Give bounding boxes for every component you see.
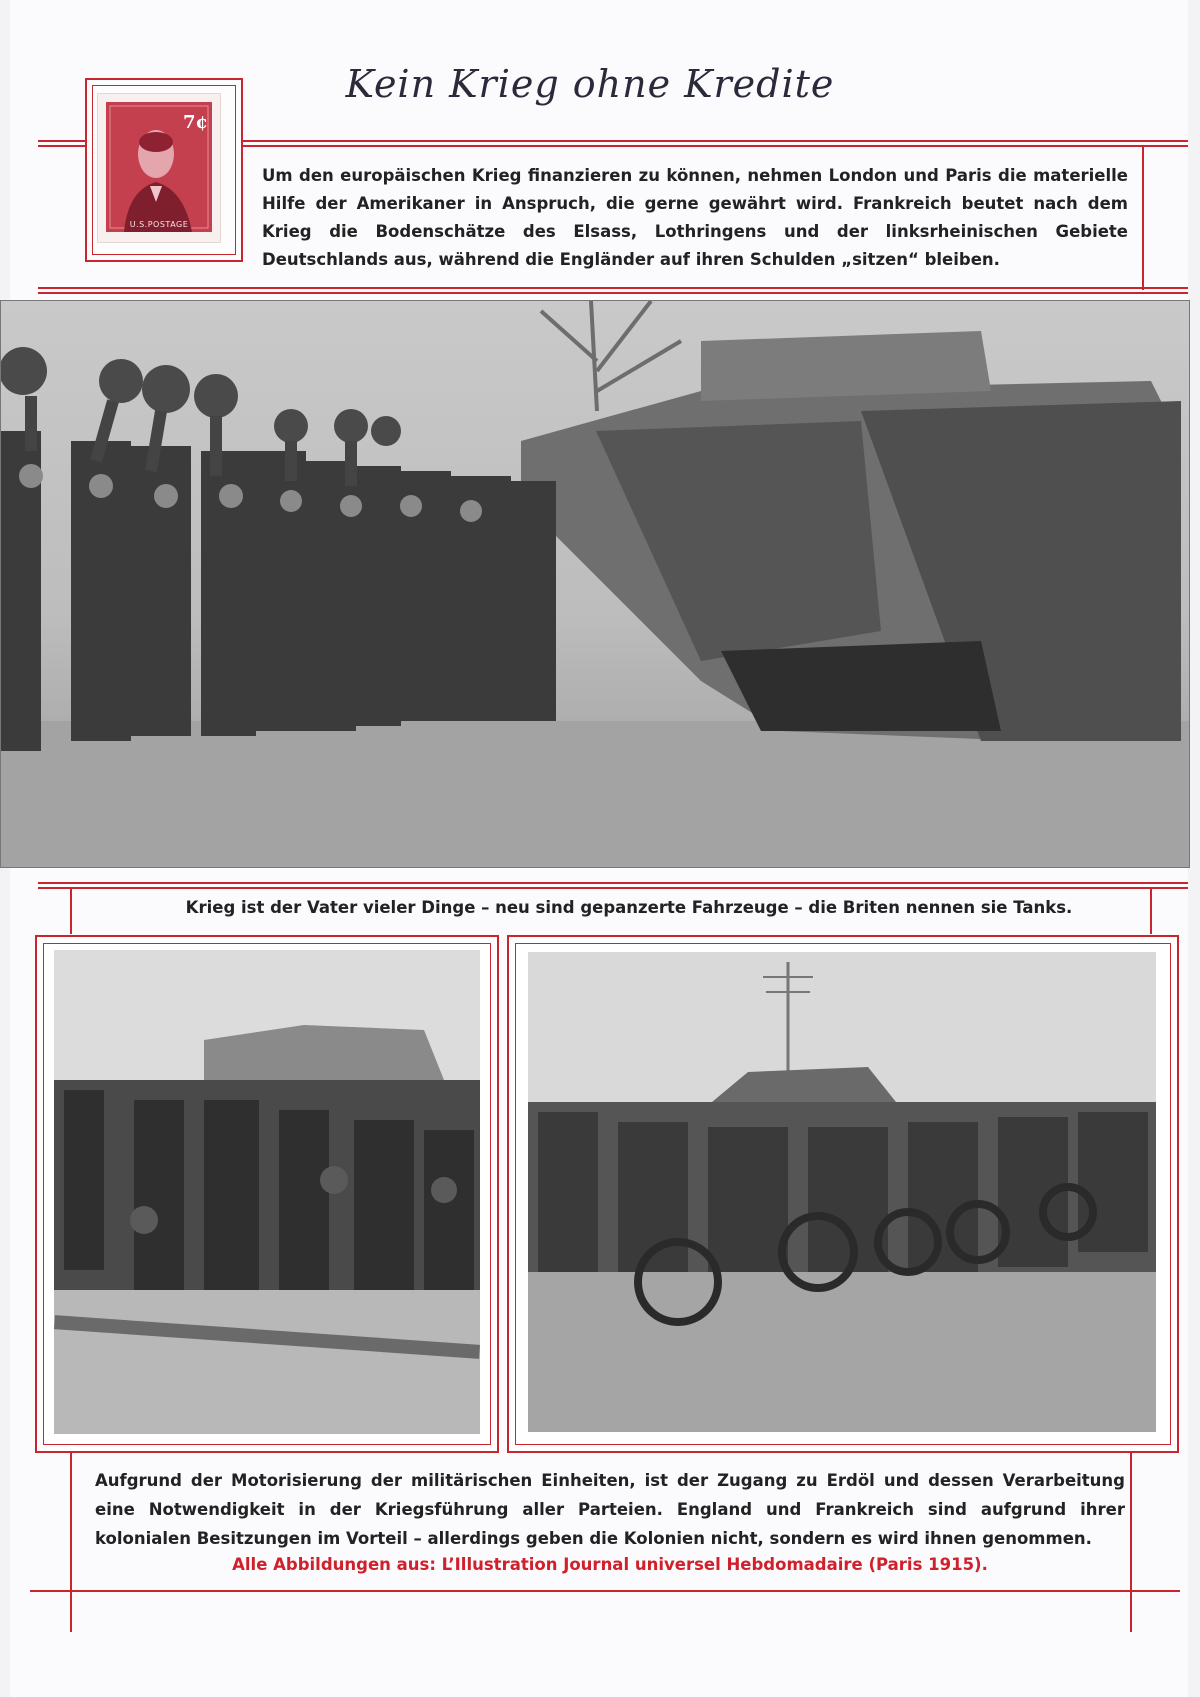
caption-rule <box>38 882 1188 889</box>
stamp <box>98 94 220 242</box>
stamp-value: 7¢ <box>182 112 208 133</box>
footer-rule <box>30 1590 1180 1592</box>
intro-paragraph: Um den europäischen Krieg finanzieren zu können, nehmen London und Paris die materielle Hilfe der Amerikaner in Anspruch, die gerne gewährt wird. Frankreich beutet nach dem Krieg die Bodenschätze des Elsass, Lothringens und der linksrheinischen Gebiete Deutschlands aus, während die Engländer auf ihren Schulden „sitzen“ bleiben. <box>262 166 1128 269</box>
soldiers-photo <box>54 950 480 1434</box>
tank-photo <box>0 300 1190 868</box>
stamp-mount <box>85 78 243 262</box>
motorcycles-photo <box>528 952 1156 1432</box>
body-paragraph: Aufgrund der Motorisierung der militärischen Einheiten, ist der Zugang zu Erdöl und dessen Verarbeitung eine Notwendigkeit in der Kriegsführung aller Parteien. England und Frankreich sind aufgrund ihrer kolonialen Besitzungen im Vorteil – allerdings geben die Kolonien nicht, sondern es wird ihnen genommen. <box>95 1471 1125 1548</box>
frame-line <box>70 1592 72 1632</box>
image-credit: Alle Abbildungen aus: L’Illustration Journal universel Hebdomadaire (Paris 1915). <box>232 1555 988 1574</box>
tank-caption: Krieg ist der Vater vieler Dinge – neu sind gepanzerte Fahrzeuge – die Briten nennen sie Tanks. <box>185 898 1073 917</box>
section-rule <box>38 287 1188 294</box>
frame-line <box>1130 1592 1132 1632</box>
album-page <box>10 0 1188 1697</box>
stamp-caption: U.S.POSTAGE <box>129 220 189 229</box>
frame-line <box>1142 146 1144 290</box>
page-title: Kein Krieg ohne Kredite <box>345 62 835 106</box>
